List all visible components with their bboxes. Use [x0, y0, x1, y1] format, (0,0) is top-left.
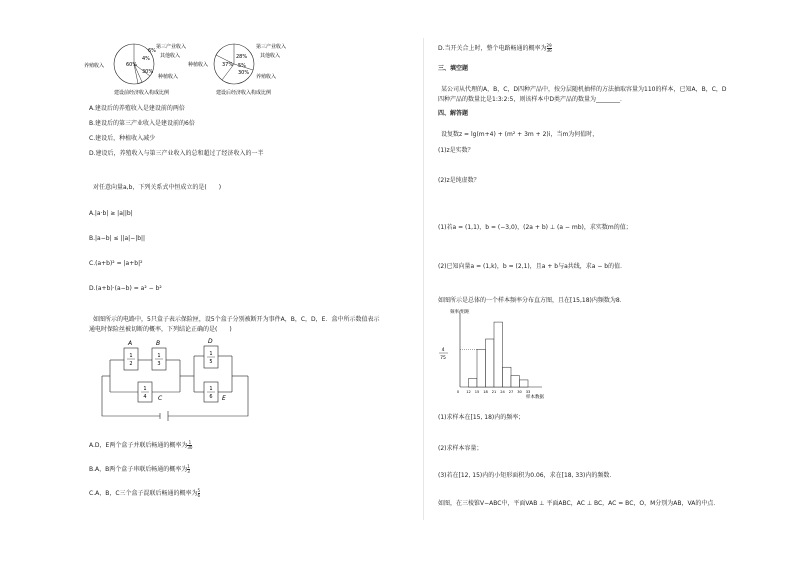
- pie-before-pct-0: 60%: [126, 62, 138, 68]
- histogram-x-tick-4: 21: [491, 390, 497, 394]
- circuit-label-e: E: [222, 395, 226, 402]
- histogram-bar-5: [511, 376, 520, 387]
- pie-after-label-1: 其他收入: [260, 53, 281, 59]
- pie-after-label-2: 种植收入: [188, 62, 209, 68]
- answer2-part2: (2)已知向量a = (1,k)，b = (2,1)，且a + b与a共线，求a − b的值．: [438, 263, 627, 270]
- circuit-frac-a-den: 2: [129, 361, 133, 367]
- answer4-stem: 如图，在三棱锥V−ABC中，平面VAB ⊥ 平面ABC，AC ⊥ BC，AC = BC，O，M分别为AB，VA的中点．: [438, 500, 720, 507]
- fill-question-line2: 四种产品的数量比是1:3:2:5，则该样本中D类产品的数量为________．: [438, 96, 626, 103]
- circuit-frac-d-num: 1: [209, 351, 213, 357]
- pie-before-pct-2: 4%: [142, 56, 150, 62]
- histogram-bar-6: [520, 380, 529, 387]
- histogram-x-tick-7: 30: [517, 390, 522, 394]
- q1-option-b: B.建设后的第三产业收入是建设前的6倍: [89, 120, 195, 127]
- circuit-frac-b-num: 1: [157, 353, 161, 359]
- histogram-xlabel: 样本数据: [526, 395, 544, 400]
- q3-option-a: [89, 441, 192, 450]
- pie-after-label-3: 养殖收入: [256, 74, 277, 80]
- q3-option-c: [89, 489, 200, 498]
- histogram-bar-1: [477, 349, 486, 387]
- pie-after-pct-0: 28%: [236, 54, 248, 60]
- circuit-frac-d-den: 5: [209, 359, 213, 365]
- q2-option-c: C.(a+b)² = |a+b|²: [89, 260, 143, 267]
- circuit-frac-a-num: 1: [129, 353, 133, 359]
- pie-after-label-0: 第三产业收入: [256, 44, 287, 50]
- histogram-x-tick-3: 18: [483, 390, 488, 394]
- pie-charts: [84, 40, 304, 100]
- circuit-frac-c-den: 4: [143, 394, 147, 400]
- pie-before-pct-3: 6%: [148, 48, 156, 54]
- fill-question-line1: 某公司从代理的A，B，C，D四种产品中，按分层随机抽样的方法抽取容量为110的样本，已知A，B，C，D: [441, 86, 727, 93]
- circuit-frac-e-num: 1: [209, 386, 213, 392]
- answer1-part1: (1)z是实数？: [438, 147, 474, 154]
- circuit-frac-c-num: 1: [143, 386, 147, 392]
- section-fill-blank: 三、填空题: [438, 65, 469, 72]
- circuit-diagram: [100, 336, 250, 422]
- circuit-label-b: B: [156, 340, 161, 347]
- q3-option-d-text: D.当开关合上时，整个电路畅通的概率为: [438, 45, 547, 52]
- histogram-x-tick-0: 0: [456, 390, 460, 394]
- q3-option-b-num: 1: [187, 464, 190, 469]
- q3-stem-line2: 通电时保险丝被切断的概率，下列结论正确的是( ): [89, 326, 232, 333]
- pie-before-caption: 建设前经济收入构成比例: [114, 90, 170, 96]
- q3-option-b-den: 3: [187, 469, 190, 474]
- answer1-part2: (2)z是纯虚数？: [438, 177, 480, 184]
- histogram-bar-0: [469, 379, 478, 387]
- circuit-label-c: C: [158, 395, 163, 402]
- circuit-label-a: A: [128, 340, 133, 347]
- answer3-part1: (1)求样本在[15, 18)内的频率；: [438, 414, 525, 421]
- circuit-frac-b-den: 3: [157, 361, 161, 367]
- q2-option-b: B.|a−b| ≤ ||a|−|b||: [89, 235, 146, 242]
- pie-after: [214, 44, 254, 84]
- q1-option-a: A.建设后的养殖收入是建设前的两倍: [89, 105, 185, 112]
- pie-before-pct-1: 30%: [142, 69, 154, 75]
- pie-after-caption: 建设后经济收入构成比例: [216, 90, 272, 96]
- answer3-part2: (2)求样本容量；: [438, 445, 483, 452]
- circuit-label-d: D: [208, 338, 213, 345]
- histogram-x-tick-2: 15: [474, 390, 480, 394]
- q3-stem-line1: 如图所示的电路中，5只盒子表示保险匣，设5个盒子分别被断开为事件A，B，C，D，E．盒中所示数值表示: [93, 316, 380, 323]
- pie-after-pct-2: 30%: [238, 70, 250, 76]
- answer3-part3: (3)若在[12, 15)内的小矩形面积为0.06，求在[18, 33)内的频数．: [438, 472, 616, 479]
- q3-option-d: [438, 44, 552, 53]
- q3-option-c-num: 5: [197, 488, 201, 493]
- q3-option-b-text: B.A，B两个盒子串联后畅通的概率为: [89, 466, 188, 473]
- histogram-marked-y-num: 4: [441, 348, 445, 353]
- q2-option-a: A.|a·b| ≥ |a||b|: [89, 210, 133, 217]
- q1-option-c: C.建设后，种植收入减少: [89, 135, 156, 142]
- q3-option-c-den: 6: [197, 493, 201, 498]
- pie-before: [114, 44, 156, 84]
- q3-option-d-den: 36: [546, 48, 552, 53]
- histogram-x-tick-1: 12: [466, 390, 471, 394]
- histogram-marked-y-den: 75: [440, 356, 446, 361]
- frequency-histogram: [438, 305, 548, 405]
- histogram-bar-2: [486, 339, 495, 387]
- answer2-part1: (1)若a = (1,1)，b = (−3,0)，(2a + b) ⊥ (a − mb)，求实数m的值；: [438, 224, 632, 231]
- q3-option-a-text: A.D，E两个盒子并联后畅通的概率为: [89, 442, 188, 449]
- pie-before-label-1: 其他收入: [160, 53, 181, 59]
- pie-before-label-0: 第三产业收入: [156, 44, 187, 50]
- q3-option-c-text: C.A，B，C三个盒子混联后畅通的概率为: [89, 490, 198, 497]
- pie-before-label-3: 养殖收入: [84, 63, 105, 69]
- pie-before-label-2: 种植收入: [158, 74, 179, 80]
- section-answer: 四、解答题: [438, 110, 469, 117]
- histogram-bar-3: [494, 322, 503, 387]
- histogram-ylabel: 频率/组距: [450, 310, 470, 315]
- pie-after-pct-3: 5%: [238, 63, 246, 69]
- histogram-x-tick-8: 33: [525, 390, 531, 394]
- q2-stem: 对任意向量a,b，下列关系式中恒成立的是( ): [93, 184, 222, 191]
- q3-option-d-num: 29: [546, 43, 552, 48]
- answer1-stem: 设复数z = lg(m+4) + (m² + 3m + 2)i，当m为何值时，: [441, 131, 599, 138]
- histogram-x-tick-6: 27: [508, 390, 514, 394]
- histogram-bar-4: [503, 367, 512, 387]
- q3-option-a-num: 1: [188, 440, 192, 445]
- q2-option-d: D.(a+b)·(a−b) = a² − b²: [89, 285, 162, 292]
- pie-after-pct-1: 37%: [222, 62, 234, 68]
- column-divider: [423, 38, 424, 520]
- answer3-stem: 如图所示是总体的一个样本频率分布直方图，且在[15,18)内频数为8．: [438, 297, 626, 304]
- q1-option-d: D.建设后，养殖收入与第三产业收入的总和超过了经济收入的一半: [89, 150, 264, 157]
- histogram-x-tick-5: 24: [500, 390, 505, 394]
- q3-option-b: [89, 465, 190, 474]
- q3-option-a-den: 30: [187, 445, 193, 450]
- circuit-frac-e-den: 6: [209, 394, 213, 400]
